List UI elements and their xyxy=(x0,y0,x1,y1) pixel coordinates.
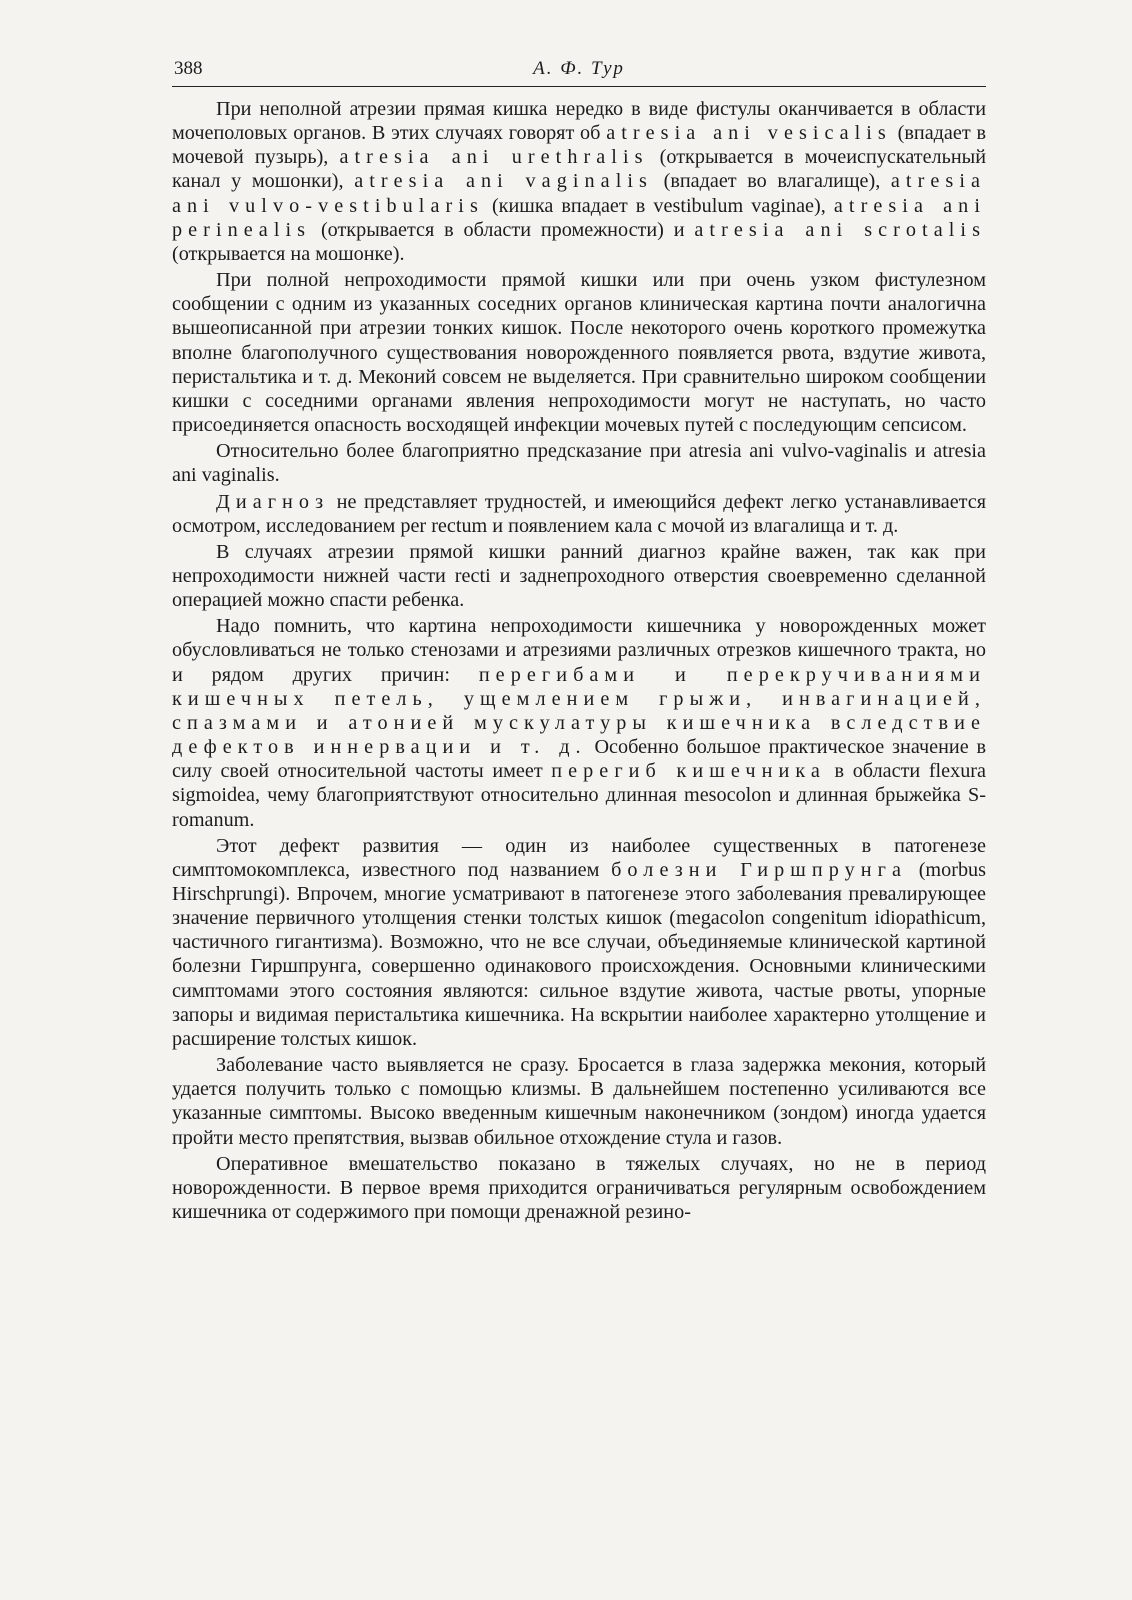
running-head: А. Ф. Тур xyxy=(533,58,625,79)
spaced-emphasis-text: перегибами и перекручиваниями кишечных петель, ущемлением грыжи, инвагинацией, спазмами и атонией мускулатуры кишечника вследствие дефектов иннервации и т. д. xyxy=(172,663,986,759)
paragraph-text: В случаях атрезии прямой кишки ранний диагноз крайне важен, так как при непроходимости нижней части recti и заднепроходного отверстия своевременно сделанной операцией можно спасти ребенка. xyxy=(172,540,986,612)
paragraph-text: Особенно большое практическое значение в силу своей относительной частоты имеет xyxy=(172,736,986,783)
paragraph xyxy=(172,614,986,831)
paragraph-text: в области flexura sigmoidea, чему благоприятствуют относительно длинная mesocolon и длинная брыжейка S-romanum. xyxy=(172,760,986,831)
spaced-emphasis-text: atresia ani vesicalis xyxy=(606,122,892,145)
page-body xyxy=(172,97,986,1224)
paragraph-text: (впадает во влагалище), xyxy=(652,170,891,193)
paragraph xyxy=(172,540,986,612)
paragraph xyxy=(172,439,986,487)
spaced-emphasis-text: atresia ani scrotalis xyxy=(694,218,987,241)
spaced-emphasis-text: atresia ani perinealis xyxy=(172,194,986,241)
page-header xyxy=(172,58,986,87)
paragraph xyxy=(172,268,986,437)
paragraph-text: Относительно более благоприятно предсказание при atresia ani vulvo-vaginalis и atresia ani vaginalis. xyxy=(172,440,986,487)
paragraph xyxy=(172,490,986,538)
paragraph-text: При неполной атрезии прямая кишка нередко в виде фистулы оканчивается в области мочеполовых органов. В этих случаях говорят об xyxy=(172,98,986,145)
paragraph xyxy=(172,1053,986,1150)
spaced-emphasis-text: atresia ani urethralis xyxy=(339,146,649,169)
spaced-emphasis-text: болезни Гиршпрунга xyxy=(611,858,907,881)
book-page xyxy=(172,58,986,1224)
paragraph-text: не представляет трудностей, и имеющийся дефект легко устанавливается осмотром, исследованием per rectum и появлением кала с мочой из влагалища и т. д. xyxy=(172,490,986,537)
paragraph-text: При полной непроходимости прямой кишки или при очень узком фистулезном сообщении с одним из указанных соседних органов клиническая картина почти аналогична вышеописанной при атрезии тонких кишок. После некоторого очень короткого промежутка вполне благополучного существования новорожденного появляется рвота, вздутие живота, перистальтика и т. д. Меконий совсем не выделяется. При сравнительно широком сообщении кишки с соседними органами явления непроходимости могут не наступать, но часто присоединяется опасность восходящей инфекции мочевых путей с последующим сепсисом. xyxy=(172,269,986,437)
paragraph-text: (кишка впадает в vestibulum vaginae), xyxy=(483,194,834,217)
paragraph xyxy=(172,97,986,266)
paragraph-text: (открывается в мочеиспускательный канал у мошонки), xyxy=(172,146,987,193)
paragraph-text: Заболевание часто выявляется не сразу. Бросается в глаза задержка мекония, который удается получить только с помощью клизмы. В дальнейшем постепенно усиливаются все указанные симптомы. Высоко введенным кишечным наконечником (зондом) иногда удается пройти место препятствия, вызвав обильное отхождение стула и газов. xyxy=(172,1054,986,1149)
spaced-emphasis-text: Диагноз xyxy=(216,490,330,513)
paragraph-text: Оперативное вмешательство показано в тяжелых случаях, но не в период новорожденности. В первое время приходится ограничиваться регулярным освобождением кишечника от содержимого при помощи дренажной резино- xyxy=(172,1152,986,1224)
paragraph-text: (впадает в мочевой пузырь), xyxy=(172,122,986,169)
spaced-emphasis-text: перегиб кишечника xyxy=(551,760,826,783)
paragraph xyxy=(172,834,986,1051)
page-number: 388 xyxy=(174,58,203,79)
spaced-emphasis-text: atresia ani vulvo-vestibularis xyxy=(172,170,987,217)
paragraph-text: (morbus Hirschprungi). Впрочем, многие усматривают в патогенезе этого заболевания превалирующее значение первичного утолщения стенки толстых кишок (megacolon congenitum idiopathicum, частичного гигантизма). Возможно, что не все случаи, объединяемые клинической картиной болезни Гиршпрунга, совершенно одинакового происхождения. Основными клиническими симптомами этого состояния являются: сильное вздутие живота, частые рвоты, упорные запоры и видимая перистальтика кишечника. На вскрытии наиболее характерно утолщение и расширение толстых кишок. xyxy=(172,858,986,1050)
paragraph-text: Надо помнить, что картина непроходимости кишечника у новорожденных может обусловливаться не только стенозами и атрезиями различных отрезков кишечного тракта, но и рядом других причин: xyxy=(172,615,986,686)
paragraph-text: Этот дефект развития — один из наиболее существенных в патогенезе симптомокомплекса, известного под названием xyxy=(172,834,986,881)
paragraph-text: (открывается в области промежности) и xyxy=(311,218,695,241)
spaced-emphasis-text: atresia ani vaginalis xyxy=(354,170,653,193)
paragraph xyxy=(172,1152,986,1224)
paragraph-text: (открывается на мошонке). xyxy=(172,242,405,265)
